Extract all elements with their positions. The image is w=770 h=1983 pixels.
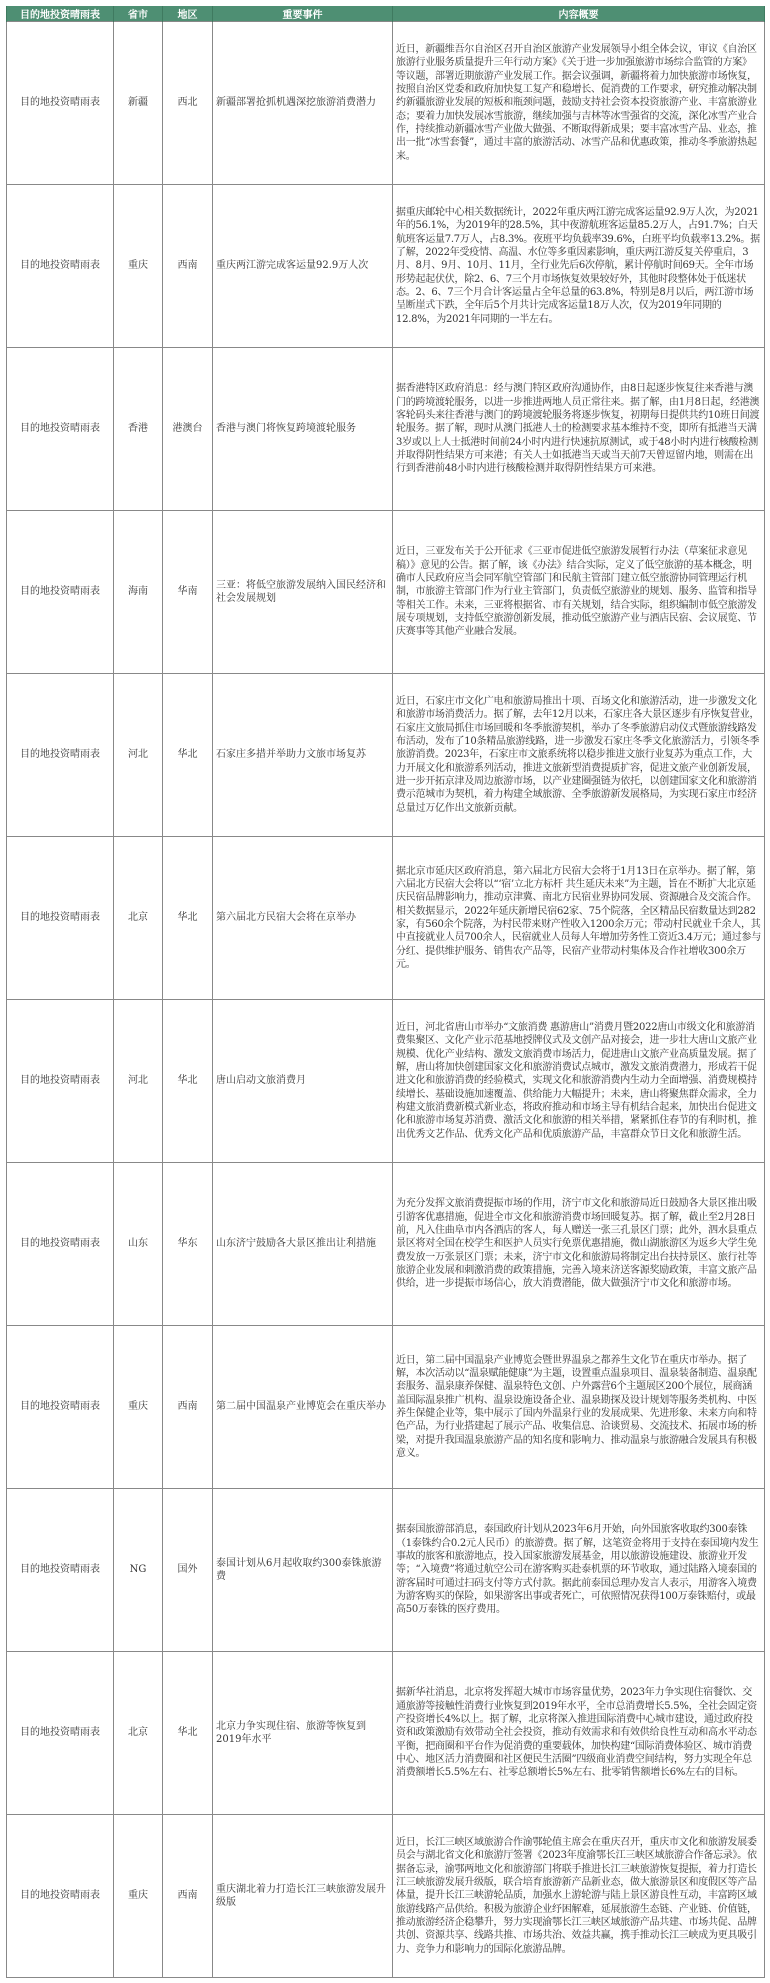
cell-event: 第二届中国温泉产业博览会在重庆举办 (213, 1326, 393, 1489)
cell-table-name: 目的地投资晴雨表 (7, 1000, 114, 1163)
header-event: 重要事件 (213, 6, 393, 22)
cell-event: 石家庄多措并举助力文旅市场复苏 (213, 674, 393, 837)
table-row (7, 837, 765, 1000)
cell-region: 华南 (163, 511, 213, 674)
cell-summary: 近日，第二届中国温泉产业博览会暨世界温泉之都养生文化节在重庆市举办。据了解，本次活动以“温泉赋能健康”为主题，设置重点温泉项目、温泉装备制造、温泉配套服务、温泉康养保健、温泉特色文创、户外露营6个主题展区200个展位，展商涵盖国际温泉推广机构、温泉设施设备企业、温泉勘探及设计规划等服务类机构、中医养生保健企业等，集中展示了国内外温泉行业的发展成果、先进形象、未来方向和特色产品，为行业搭建起了展示产品、收集信息、洽谈贸易、交流技术、拓展市场的桥梁，对提升我国温泉旅游产品的知名度和影响力、推动温泉与旅游融合发展具有积极意义。 (393, 1326, 765, 1489)
cell-summary: 据香港特区政府消息：经与澳门特区政府沟通协作，由8日起逐步恢复往来香港与澳门的跨境渡轮服务，以进一步推进两地人员正常往来。据了解，由1月8日起，经港澳客轮码头来往香港与澳门的跨境渡轮服务将逐步恢复，初期每日提供共约10班日间渡轮服务。据了解，现时从澳门抵港人士的检测要求基本维持不变，即所有抵港当天满3岁或以上人士抵港时间前24小时内进行快速抗原测试，或于48小时内进行核酸检测并取得阴性结果方可来港；有关人士如抵港当天或当天前7天曾逗留内地，则需在出行到香港前48小时内进行核酸检测并取得阴性结果方可来港。 (393, 348, 765, 511)
cell-summary: 据重庆邮轮中心相关数据统计，2022年重庆两江游完成客运量92.9万人次，为2021年的56.1%，为2019年的28.5%，其中夜游航班客运量85.2万人，占91.7%；白天航班客运量7.7万人，占8.3%。夜班平均负载率39.6%，白班平均负载率13.2%。据了解，2022年受疫情、高温、水位等多重因素影响，重庆两江游反复关停重启，3月、8月、9月、10月、11月，全行业先后6次停航，累计停航时间69天。全年市场形势起起伏伏，除2、6、7三个月市场恢复效果较好外，其他时段整体处于低迷状态。2、6、7三个月合计客运量占全年总量的63.8%，特别是8月以后，两江游市场呈断崖式下跌，全年后5个月共计完成客运量18万人次，仅为2019年同期的12.8%，为2021年同期的一半左右。 (393, 185, 765, 348)
table-row (7, 1326, 765, 1489)
cell-table-name: 目的地投资晴雨表 (7, 511, 114, 674)
cell-event: 唐山启动文旅消费月 (213, 1000, 393, 1163)
header-table-name: 目的地投资晴雨表 (7, 6, 114, 22)
table-row (7, 1815, 765, 1978)
cell-event: 香港与澳门将恢复跨境渡轮服务 (213, 348, 393, 511)
cell-province: 北京 (114, 1652, 163, 1815)
cell-province: 河北 (114, 1000, 163, 1163)
cell-table-name: 目的地投资晴雨表 (7, 185, 114, 348)
cell-table-name: 目的地投资晴雨表 (7, 1815, 114, 1978)
cell-province: 河北 (114, 674, 163, 837)
cell-province: 重庆 (114, 1815, 163, 1978)
cell-region: 华北 (163, 1652, 213, 1815)
cell-region: 华北 (163, 1000, 213, 1163)
cell-table-name: 目的地投资晴雨表 (7, 1326, 114, 1489)
cell-summary: 近日，新疆维吾尔自治区召开自治区旅游产业发展领导小组全体会议，审议《自治区旅游行业服务质量提升三年行动方案》《关于进一步加强旅游市场综合监管的方案》等议题，部署近期旅游产业发展工作。据会议强调，新疆将着力加快旅游市场恢复，按照自治区党委和政府加快复工复产和稳增长、促消费的工作要求，研究推动解决制约新疆旅游业发展的短板和瓶颈问题，鼓励支持社会资本投资旅游产业、丰富旅游业态；要着力加快发展冰雪旅游，继续加强与吉林等冰雪强省的交流，深化冰雪产业合作，持续推动新疆冰雪产业做大做强、不断取得新成果；要丰富冰雪产品、业态，推出一批“冰雪套餐”，通过丰富的旅游活动、冰雪产品和优惠政策，推动冬季旅游热起来。 (393, 22, 765, 185)
cell-table-name: 目的地投资晴雨表 (7, 1652, 114, 1815)
cell-summary: 近日，河北省唐山市举办“文旅消费 惠游唐山”消费月暨2022唐山市级文化和旅游消费集聚区、文化产业示范基地授牌仪式及文创产品对接会，进一步壮大唐山文旅产业规模、优化产业结构、激发文旅消费市场活力，促进唐山文旅产业高质量发展。据了解，唐山将加快创建国家文化和旅游消费试点城市，激发文旅消费潜力，形成若干促进文化和旅游消费的经验模式，实现文化和旅游消费内生动力全面增强、消费规模持续增长、基础设施加速覆盖、供给能力大幅提升；未来，唐山将聚焦群众需求，全力构建文旅消费新模式新业态，将政府推动和市场主导有机结合起来，加快出台促进文化和旅游市场复苏消费、激活文化和旅游的相关举措，紧紧抓住春节的有利时机，推出优秀文艺作品、优秀文化产品和优质旅游产品，丰富群众节日文化和旅游生活。 (393, 1000, 765, 1163)
cell-event: 第六届北方民宿大会将在京举办 (213, 837, 393, 1000)
table-row (7, 1652, 765, 1815)
table-row (7, 1000, 765, 1163)
cell-summary: 近日，三亚发布关于公开征求《三亚市促进低空旅游发展暂行办法（草案征求意见稿）》意见的公告。据了解，该《办法》结合实际，定义了低空旅游的基本概念，明确市人民政府应当会同军航空管部门和民航主管部门建立低空旅游协同管理运行机制，市旅游主管部门作为行业主管部门，负责低空旅游业的规划、服务、监管和指导等相关工作。未来，三亚将根据省、市有关规划，结合实际，组织编制市低空旅游发展专项规划，支持低空旅游创新发展，推动低空旅游产业与酒店民宿、会议展览、节庆赛事等其他产业融合发展。 (393, 511, 765, 674)
cell-event: 泰国计划从6月起收取约300泰铢旅游费 (213, 1489, 393, 1652)
cell-summary: 据泰国旅游部消息，泰国政府计划从2023年6月开始，向外国旅客收取约300泰铢（1泰铢约合0.2元人民币）的旅游费。据了解，这笔资金将用于支持在泰国境内发生事故的旅客和旅游地点，投入国家旅游发展基金，用以旅游设施建设、旅游业开发等；“入境费”将通过航空公司在游客购买赴泰机票的环节收取，通过陆路入境泰国的游客届时可通过扫码支付等方式付款。据此前泰国总理办发言人表示，用游客入境费为游客购买的保险，如果游客出事或者死亡，可依照情况获得100万泰铢赔付，或最高50万泰铢的医疗费用。 (393, 1489, 765, 1652)
cell-event: 重庆湖北着力打造长江三峡旅游发展升级版 (213, 1815, 393, 1978)
cell-table-name: 目的地投资晴雨表 (7, 1489, 114, 1652)
table-row (7, 185, 765, 348)
cell-event: 三亚：将低空旅游发展纳入国民经济和社会发展规划 (213, 511, 393, 674)
table-row (7, 511, 765, 674)
cell-province: 重庆 (114, 1326, 163, 1489)
cell-event: 北京力争实现住宿、旅游等恢复到2019年水平 (213, 1652, 393, 1815)
cell-table-name: 目的地投资晴雨表 (7, 22, 114, 185)
cell-table-name: 目的地投资晴雨表 (7, 348, 114, 511)
header-region: 地区 (163, 6, 213, 22)
cell-region: 国外 (163, 1489, 213, 1652)
table-row (7, 1163, 765, 1326)
cell-province: 北京 (114, 837, 163, 1000)
cell-region: 西北 (163, 22, 213, 185)
cell-event: 山东济宁鼓励各大景区推出让利措施 (213, 1163, 393, 1326)
cell-summary: 为充分发挥文旅消费提振市场的作用，济宁市文化和旅游局近日鼓励各大景区推出吸引游客优惠措施，促进全市文化和旅游消费市场回暖复苏。据了解，截止至2月28日前，凡入住曲阜市内各酒店的客人，每人赠送一张三孔景区门票；此外，泗水县重点景区将对全国在校学生和医护人员实行免票优惠措施，微山湖旅游区为返乡大学生免费发放一万张景区门票；未来，济宁市文化和旅游局将制定出台扶持景区、旅行社等旅游企业发展和刺激消费的政策措施，完善入境来济送客源奖励政策，丰富文旅产品供给，进一步提振市场信心，放大消费潜能，做大做强济宁市文化和旅游市场。 (393, 1163, 765, 1326)
cell-table-name: 目的地投资晴雨表 (7, 1163, 114, 1326)
cell-event: 新疆部署抢抓机遇深挖旅游消费潜力 (213, 22, 393, 185)
cell-region: 西南 (163, 1815, 213, 1978)
cell-summary: 近日，长江三峡区域旅游合作渝鄂轮值主席会在重庆召开，重庆市文化和旅游发展委员会与湖北省文化和旅游厅签署《2023年度渝鄂长江三峡区域旅游合作备忘录》。依据备忘录，渝鄂两地文化和旅游部门将联手推进长江三峡旅游恢复提振，着力打造长江三峡旅游发展升级版，联合培育旅游新产品新业态，做大旅游景区和度假区等产品体量，提升长江三峡游轮品质，加强水上游轮游与陆上景区游良性互动，丰富跨区域旅游线路产品供给。积极为旅游企业纾困解难，延展旅游生态链、产业链、价值链，推动旅游经济企稳攀升，努力实现渝鄂长江三峡区域旅游产品共建、市场共促、品牌共创、资源共享、线路共推、市场共治、效益共赢，携手推动长江三峡成为更具吸引力、竞争力和影响力的国际化旅游品牌。 (393, 1815, 765, 1978)
header-province: 省市 (114, 6, 163, 22)
cell-province: NG (114, 1489, 163, 1652)
cell-summary: 近日，石家庄市文化广电和旅游局推出十项、百场文化和旅游活动，进一步激发文化和旅游市场消费活力。据了解，去年12月以来，石家庄各大景区逐步有序恢复营业，石家庄文旅局抓住市场回暖和冬季旅游契机，举办了冬季旅游启动仪式暨旅游线路发布活动，发布了10条精品旅游线路，进一步激发石家庄冬季文化旅游活力，引领冬季旅游消费。2023年，石家庄市文旅系统将以稳步推进文旅行业复苏为重点工作，大力开展文化和旅游系列活动，推进文旅新型消费提质扩容，促进文旅产业创新发展，进一步开拓京津及周边旅游市场，以产业建圈强链为依托，以创建国家文化和旅游消费示范城市为契机，着力构建全域旅游、全季旅游新发展格局，为实现石家庄市经济总量过万亿作出文旅新贡献。 (393, 674, 765, 837)
cell-region: 西南 (163, 185, 213, 348)
cell-event: 重庆两江游完成客运量92.9万人次 (213, 185, 393, 348)
cell-summary: 据新华社消息，北京将发挥超大城市市场容量优势，2023年力争实现住宿餐饮、交通旅游等接触性消费行业恢复到2019年水平，全市总消费增长5.5%，全社会固定资产投资增长4%以上。据了解，北京将深入推进国际消费中心城市建设，通过政府投资和政策激励有效带动全社会投资，推动有效需求和有效供给良性互动和高水平动态平衡，把商圈和平台作为促消费的重要载体，加快构建“国际消费体验区、城市消费中心、地区活力消费圈和社区便民生活圈”四级商业消费空间结构，努力实现全年总消费额增长5.5%左右、社零总额增长5%左右、批零销售额增长6%左右的目标。 (393, 1652, 765, 1815)
cell-table-name: 目的地投资晴雨表 (7, 674, 114, 837)
table-row (7, 1489, 765, 1652)
cell-province: 山东 (114, 1163, 163, 1326)
cell-province: 香港 (114, 348, 163, 511)
cell-region: 港澳台 (163, 348, 213, 511)
cell-province: 重庆 (114, 185, 163, 348)
cell-region: 西南 (163, 1326, 213, 1489)
cell-province: 新疆 (114, 22, 163, 185)
cell-region: 华北 (163, 674, 213, 837)
cell-province: 海南 (114, 511, 163, 674)
table-row (7, 348, 765, 511)
cell-region: 华北 (163, 837, 213, 1000)
destination-investment-barometer-table (6, 6, 765, 1978)
table-header-row (7, 6, 765, 22)
cell-region: 华东 (163, 1163, 213, 1326)
header-summary: 内容概要 (393, 6, 765, 22)
cell-summary: 据北京市延庆区政府消息，第六届北方民宿大会将于1月13日在京举办。据了解，第六届北方民宿大会将以“‘宿’立北方标杆 共生延庆未来”为主题，旨在不断扩大北京延庆民宿品牌影响力，推动京津冀、南北方民宿业界协同发展、资源融合及交流合作。相关数据显示，2022年延庆新增民宿62家、75个院落，全区精品民宿数量达到282家，有560余个院落，为村民带来财产性收入1200余万元；带动村民就业千余人，其中直接就业人员700余人，民宿就业人员每人年增加劳务性工资近3.4万元；通过参与分红、提供维护服务、销售农产品等，民宿产业带动村集体及合作社增收300余万元。 (393, 837, 765, 1000)
table-row (7, 674, 765, 837)
table-row (7, 22, 765, 185)
cell-table-name: 目的地投资晴雨表 (7, 837, 114, 1000)
